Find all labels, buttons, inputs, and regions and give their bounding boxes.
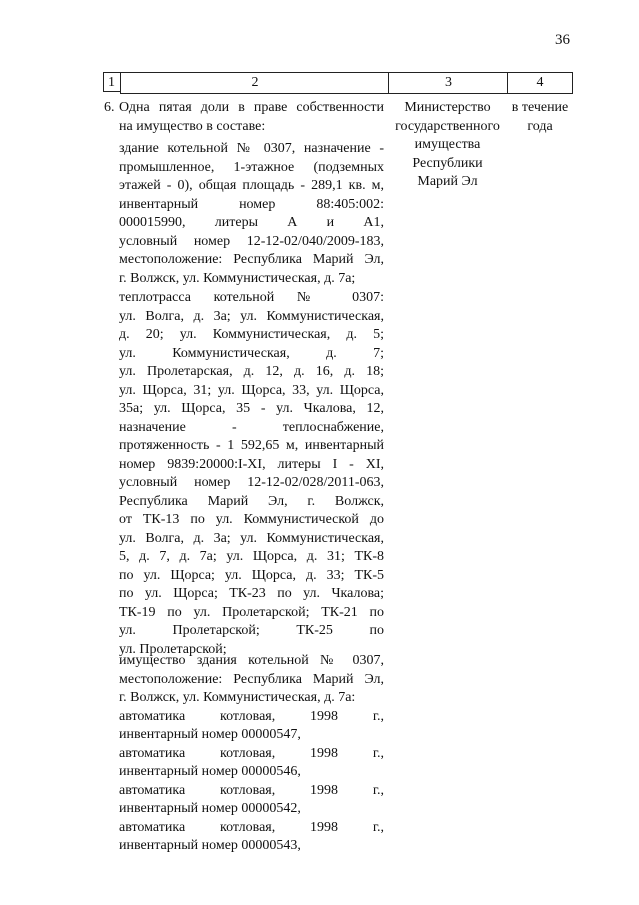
- term: [508, 99, 572, 136]
- text-line: инвентарный номер 00000542,: [119, 801, 301, 816]
- recipient: [390, 99, 505, 192]
- recipient-line: государственного: [395, 118, 500, 134]
- text-line: по ул. Щорса; ул. Щорса, д. 33; ТК-5: [119, 567, 384, 583]
- recipient-line: Марий Эл: [417, 174, 478, 189]
- recipient-line: имущества: [414, 137, 481, 152]
- row-number: 6.: [104, 100, 115, 115]
- term-line: года: [527, 118, 553, 134]
- item-intro: [119, 99, 384, 136]
- text-line: автоматика котловая, 1998 г.,: [119, 745, 384, 761]
- intro-line: Одна пятая доли в праве собственности: [119, 100, 384, 115]
- text-line: ул. Волга, д. 3а; ул. Коммунистическая,: [119, 530, 384, 546]
- text-line: от ТК-13 по ул. Коммунистической до: [119, 512, 384, 527]
- page-number: 36: [555, 32, 570, 48]
- text-line: инвентарный номер 00000547,: [119, 727, 301, 742]
- text-line: Республика Марий Эл, г. Волжск,: [119, 493, 384, 509]
- block-boiler-building: [119, 140, 384, 288]
- recipient-line: Министерство: [404, 100, 491, 115]
- text-line: условный номер 12-12-02/040/2009-183,: [119, 233, 384, 249]
- header-col-3: 3: [388, 72, 508, 94]
- text-line: промышленное, 1-этажное (подземных: [119, 159, 384, 175]
- text-line: автоматика котловая, 1998 г.,: [119, 782, 384, 798]
- text-line: д. 20; ул. Коммунистическая, д. 5;: [119, 327, 384, 342]
- text-line: этажей - 0), общая площадь - 289,1 кв. м,: [119, 178, 384, 193]
- text-line: протяженность - 1 592,65 м, инвентарный: [119, 438, 384, 453]
- text-line: номер 9839:20000:I-XI, литеры I - XI,: [119, 456, 384, 472]
- text-line: г. Волжск, ул. Коммунистическая, д. 7а:: [119, 690, 356, 705]
- text-line: г. Волжск, ул. Коммунистическая, д. 7а;: [119, 270, 356, 286]
- text-line: ул. Пролетарской;: [119, 641, 227, 657]
- text-line: инвентарный номер 00000546,: [119, 764, 301, 779]
- text-line: местоположение: Республика Марий Эл,: [119, 671, 384, 687]
- text-line: 35а; ул. Щорса, 35 - ул. Чкалова, 12,: [119, 401, 384, 416]
- text-line: имущество здания котельной № 0307,: [119, 653, 384, 668]
- header-col-4: 4: [507, 72, 573, 94]
- text-line: автоматика котловая, 1998 г.,: [119, 708, 384, 724]
- text-line: ул. Волга, д. 3а; ул. Коммунистическая,: [119, 308, 384, 324]
- text-line: ул. Коммунистическая, д. 7;: [119, 345, 384, 361]
- text-line: здание котельной № 0307, назначение -: [119, 141, 384, 156]
- text-line: теплотрасса котельной № 0307:: [119, 290, 384, 305]
- text-line: местоположение: Республика Марий Эл,: [119, 252, 384, 267]
- text-line: инвентарный номер 88:405:002:: [119, 196, 384, 212]
- text-line: инвентарный номер 00000543,: [119, 838, 301, 853]
- text-line: 5, д. 7, д. 7а; ул. Щорса, д. 31; ТК-8: [119, 549, 384, 564]
- text-line: назначение - теплоснабжение,: [119, 419, 384, 435]
- text-line: по ул. Щорса; ТК-23 по ул. Чкалова;: [119, 586, 384, 601]
- text-line: ул. Пролетарская, д. 12, д. 16, д. 18;: [119, 364, 384, 379]
- block-heating-main: [119, 289, 384, 659]
- block-boiler-equipment: [119, 652, 384, 856]
- text-line: ул. Пролетарской; ТК-25 по: [119, 623, 384, 638]
- text-line: 000015990, литеры А и А1,: [119, 215, 384, 230]
- intro-line: на имущество в составе:: [119, 118, 266, 134]
- term-line: в течение: [511, 100, 569, 115]
- recipient-line: Республики: [412, 155, 483, 171]
- text-line: ул. Щорса, 31; ул. Щорса, 33, ул. Щорса,: [119, 382, 384, 398]
- header-col-2: 2: [120, 72, 389, 94]
- text-line: условный номер 12-12-02/028/2011-063,: [119, 475, 384, 490]
- text-line: автоматика котловая, 1998 г.,: [119, 819, 384, 835]
- header-col-1: 1: [103, 72, 120, 92]
- text-line: ТК-19 по ул. Пролетарской; ТК-21 по: [119, 604, 384, 620]
